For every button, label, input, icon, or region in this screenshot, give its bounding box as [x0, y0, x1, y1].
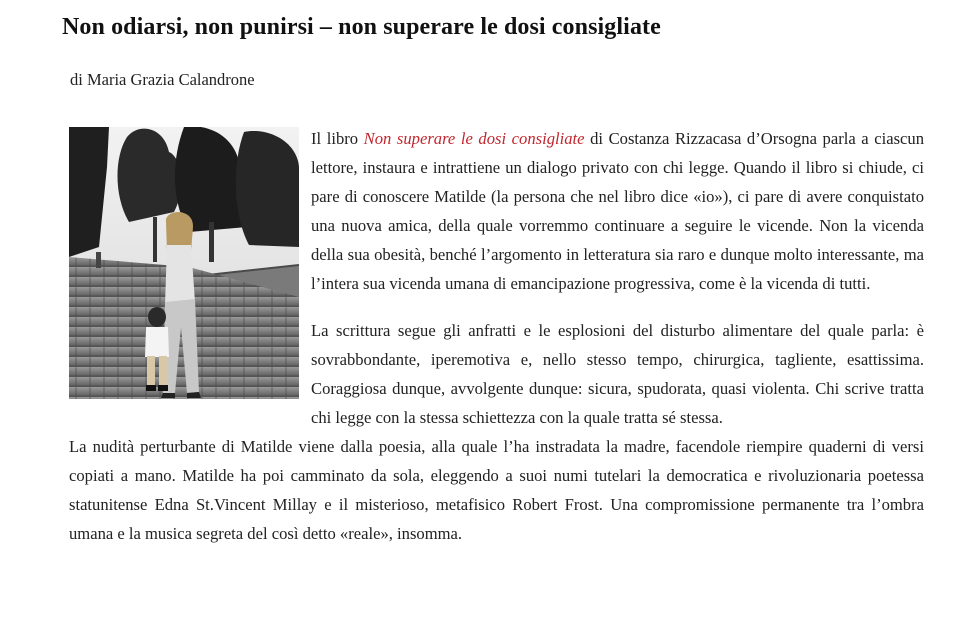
paragraph-3: La nudità perturbante di Matilde viene dalla poesia, alla quale l’ha instradata la madre, facendole riempire quaderni di versi copiati a mano. Matilde ha poi camminato da sola, eleggendo a suoi numi tutelari la democratica e rivoluzionaria poetessa statunitense Edna St.Vincent Millay e il misterioso, metafisico Robert Frost. Una compromissione permanente tra l’ombra umana e la musica segreta del così detto «reale», insomma. — [69, 437, 924, 543]
p1-text-start: Il libro — [311, 129, 364, 148]
p1-text-end: di Costanza Rizzacasa d’Orsogna parla a ciascun lettore, instaura e intrattiene un dialogo privato con chi legge. Quando il libro si chiude, ci pare di conoscere Matilde (la persona che nel libro dice «io»), ci pare di avere conquistato una nuova amica, della quale vorremmo continuare a seguire le vicende. Non la vicenda della sua obesità, benché l’argomento in letteratura sia raro e dunque molto interessante, ma l’intera sua vicenda umana di emancipazione progressiva, come è la vicenda di tutti. — [311, 129, 924, 293]
book-title: Non superare le dosi consigliate — [363, 129, 585, 148]
article-body — [69, 124, 924, 548]
article-author: di Maria Grazia Calandrone — [70, 70, 255, 89]
article-title: Non odiarsi, non punirsi – non superare le dosi consigliate — [62, 14, 661, 40]
paragraph-2: La scrittura segue gli anfratti e le esplosioni del disturbo alimentare del quale parla: è sovrabbondante, iperemotiva e, nello stesso tempo, chirurgica, tagliente, esattissima. Coraggiosa dunque, avvolgente dunque: sicura, spudorata, quasi violenta. Chi scrive tratta chi legge con la stessa schiettezza con la quale tratta sé stessa. — [311, 321, 924, 427]
